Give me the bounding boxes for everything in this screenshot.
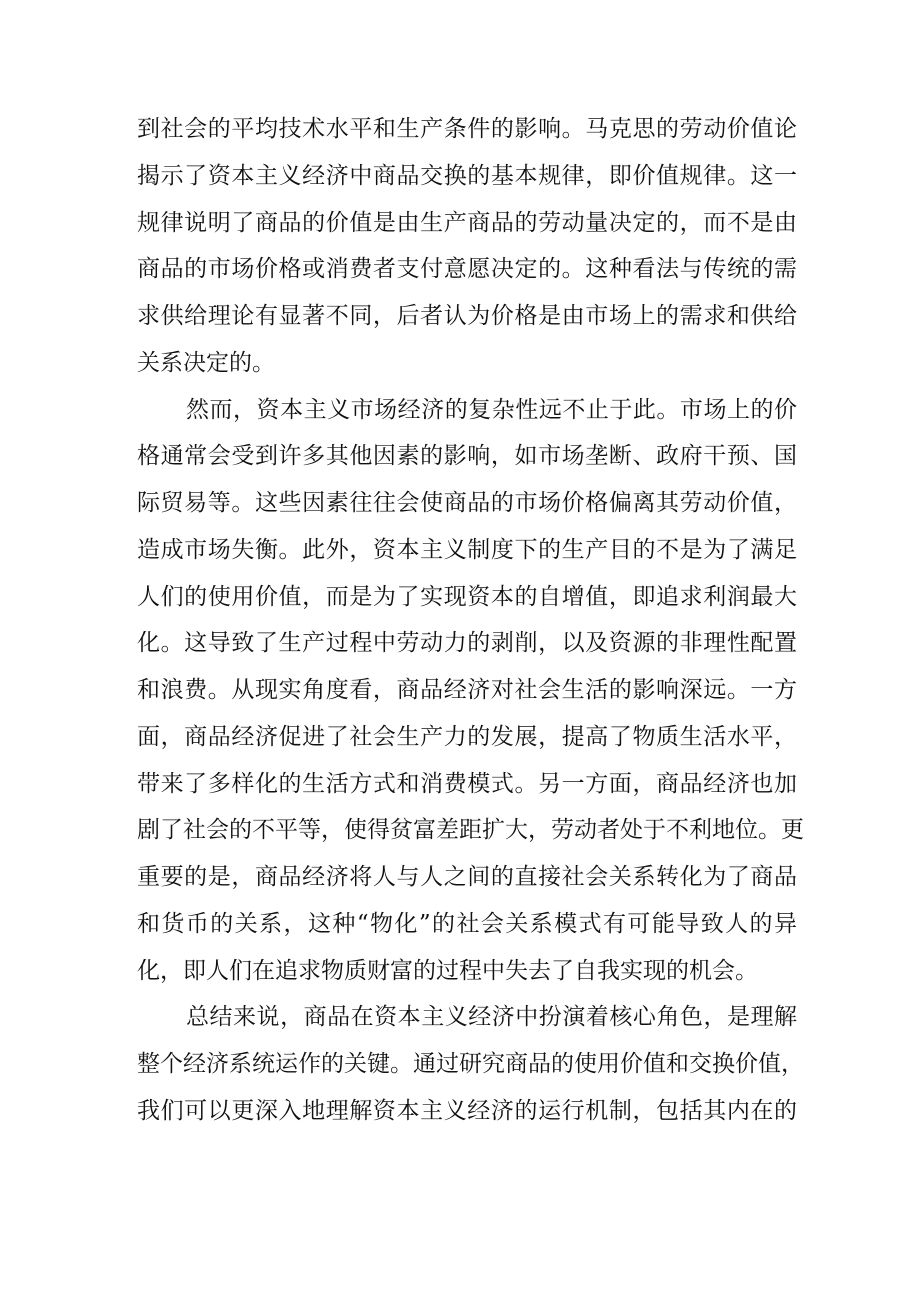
text-line: 际贸易等。这些因素往往会使商品的市场价格偏离其劳动价值， bbox=[137, 490, 797, 516]
text-line: 和货币的关系，这种“物化”的社会关系模式有可能导致人的异 bbox=[137, 910, 797, 937]
text-line: 重要的是，商品经济将人与人之间的直接社会关系转化为了商品 bbox=[137, 864, 797, 890]
text-line: 化，即人们在追求物质财富的过程中失去了自我实现的机会。 bbox=[137, 957, 758, 984]
text-line: 面，商品经济促进了社会生产力的发展，提高了物质生活水平， bbox=[137, 723, 797, 750]
text-line: 我们可以更深入地理解资本主义经济的运行机制，包括其内在的 bbox=[137, 1097, 797, 1124]
paragraph bbox=[137, 994, 804, 1134]
text-line: 揭示了资本主义经济中商品交换的基本规律，即价值规律。这一 bbox=[137, 162, 797, 189]
text-line: 造成市场失衡。此外，资本主义制度下的生产目的不是为了满足 bbox=[137, 536, 797, 563]
document-body bbox=[137, 106, 804, 1135]
text-line: 和浪费。从现实角度看，商品经济对社会生活的影响深远。一方 bbox=[137, 677, 797, 703]
text-line: 求供给理论有显著不同，后者认为价格是由市场上的需求和供给 bbox=[137, 303, 797, 329]
text-line: 规律说明了商品的价值是由生产商品的劳动量决定的，而不是由 bbox=[137, 209, 797, 236]
text-line: 人们的使用价值，而是为了实现资本的自增值，即追求利润最大 bbox=[137, 583, 797, 610]
text-line: 商品的市场价格或消费者支付意愿决定的。这种看法与传统的需 bbox=[137, 256, 797, 283]
paragraph bbox=[137, 106, 797, 387]
text-line: 格通常会受到许多其他因素的影响，如市场垄断、政府干预、国 bbox=[137, 443, 797, 470]
text-line: 化。这导致了生产过程中劳动力的剥削，以及资源的非理性配置 bbox=[137, 630, 797, 657]
text-line: 剧了社会的不平等，使得贫富差距扩大，劳动者处于不利地位。更 bbox=[137, 817, 804, 844]
paragraph bbox=[137, 387, 804, 995]
text-line: 然而，资本主义市场经济的复杂性远不止于此。市场上的价 bbox=[186, 396, 797, 423]
text-line: 带来了多样化的生活方式和消费模式。另一方面，商品经济也加 bbox=[137, 770, 797, 797]
text-line: 关系决定的。 bbox=[137, 349, 275, 376]
text-line: 整个经济系统运作的关键。通过研究商品的使用价值和交换价值， bbox=[137, 1051, 804, 1077]
text-line: 到社会的平均技术水平和生产条件的影响。马克思的劳动价值论 bbox=[137, 116, 797, 142]
text-line: 总结来说，商品在资本主义经济中扮演着核心角色，是理解 bbox=[186, 1004, 797, 1031]
